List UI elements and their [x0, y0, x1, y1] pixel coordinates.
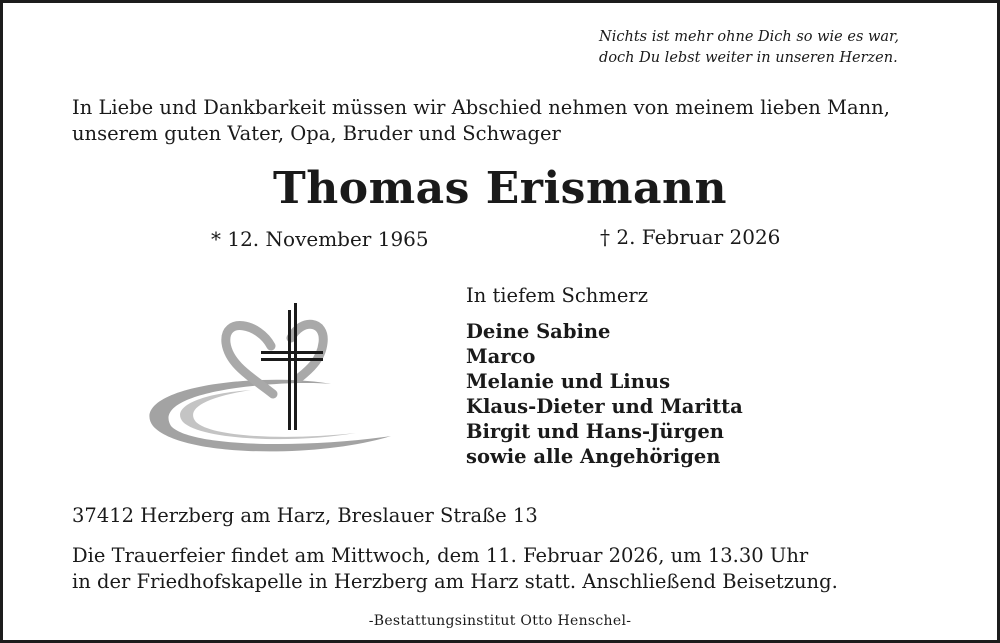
deceased-name: Thomas Erismann [273, 163, 727, 214]
mourner-name: Melanie und Linus [466, 370, 671, 393]
memorial-quote [599, 27, 899, 69]
mourners-list [466, 319, 743, 469]
service-details [72, 543, 838, 595]
cross-vertical-left [288, 310, 291, 430]
family-address: 37412 Herzberg am Harz, Breslauer Straße 13 [72, 504, 538, 527]
swoosh-inner [180, 390, 356, 439]
cross-horizontal-bottom [261, 358, 323, 361]
service-line-2: in der Friedhofskapelle in Herzberg am Harz statt. Anschließend Beisetzung. [72, 570, 838, 593]
cross-horizontal-top [261, 351, 323, 354]
service-line-1: Die Trauerfeier findet am Mittwoch, dem 11. Februar 2026, um 13.30 Uhr [72, 544, 809, 567]
mourner-name: Birgit und Hans-Jürgen [466, 420, 724, 443]
intro-line-1: In Liebe und Dankbarkeit müssen wir Abschied nehmen von meinem lieben Mann, [72, 96, 890, 119]
birth-date: * 12. November 1965 [211, 227, 429, 251]
quote-line-1: Nichts ist mehr ohne Dich so wie es war, [599, 29, 899, 45]
quote-line-2: doch Du lebst weiter in unseren Herzen. [599, 50, 898, 66]
mourner-name: Marco [466, 345, 536, 368]
mourner-name: Klaus-Dieter und Maritta [466, 395, 743, 418]
cross-vertical-right [294, 303, 297, 430]
cross-heart-icon [141, 298, 401, 458]
funeral-home-credit: -Bestattungsinstitut Otto Henschel- [368, 613, 632, 629]
mourner-name: Deine Sabine [466, 320, 611, 343]
death-date: † 2. Februar 2026 [600, 225, 781, 249]
mourners-intro: In tiefem Schmerz [466, 284, 648, 307]
intro-line-2: unserem guten Vater, Opa, Bruder und Schwager [72, 122, 561, 145]
mourner-name: sowie alle Angehörigen [466, 445, 721, 468]
intro-text [72, 95, 890, 147]
